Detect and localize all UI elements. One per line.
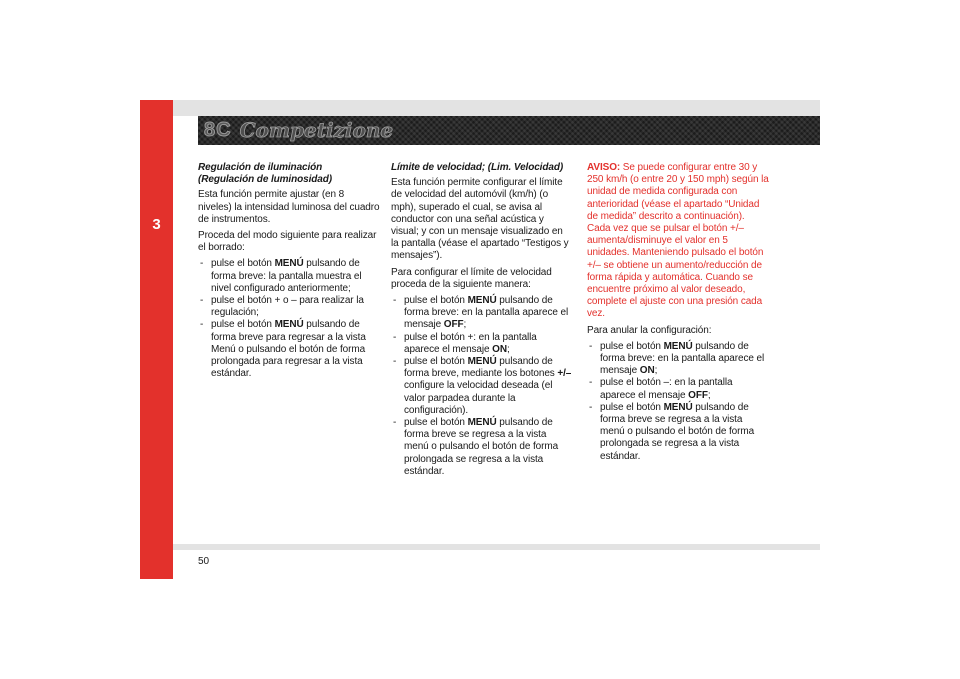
list-item: - pulse el botón MENÚ pulsando de forma breve: en la pantalla aparece el mensaje OFF; [393,295,569,331]
steps-list [198,258,380,380]
footer-rule [173,544,820,550]
column-speed-limit [391,162,573,482]
page-number: 50 [198,556,210,567]
section-title-lighting: Regulación de iluminación (Regulación de luminosidad) [198,162,332,186]
list-item: - pulse el botón MENÚ pulsando de forma breve: la pantalla muestra el nivel configurado anteriormente; [200,258,362,294]
paragraph: Para anular la configuración: [587,324,712,336]
chapter-tab [140,100,173,579]
steps-list [391,295,573,478]
list-item: - pulse el botón MENÚ pulsando de forma breve, mediante los botones +/– configure la velocidad deseada (el valor parpadea durante la configuración). [393,356,572,416]
warning-label: AVISO: [587,162,621,173]
list-item: - pulse el botón MENÚ pulsando de forma breve: en la pantalla aparece el mensaje ON; [589,340,765,377]
logo-8c: 8C [204,119,232,141]
logo-script: Competizione [239,118,394,142]
list-item: - pulse el botón –: en la pantalla aparece el mensaje OFF; [589,377,733,401]
header-rule [173,100,820,116]
paragraph: Para configurar el límite de velocidad proceda de la siguiente manera: [391,266,552,290]
column-lighting [198,162,380,384]
list-item: - pulse el botón MENÚ pulsando de forma breve para regresar a la vista Menú o pulsando el botón de forma prolongada para regresar a la vista estándar. [200,319,366,380]
paragraph: Esta función permite ajustar (en 8 niveles) la intensidad luminosa del cuadro de instrumentos. [198,189,380,225]
list-item: - pulse el botón MENÚ pulsando de forma breve se regresa a la vista menú o pulsando el botón de forma prolongada se regresa a la vista estándar. [393,417,559,477]
list-item: - pulse el botón + o – para realizar la regulación; [200,295,364,319]
steps-list [587,341,769,463]
list-item: - pulse el botón MENÚ pulsando de forma breve se regresa a la vista menú o pulsando el botón de forma prolongada se regresa a la vista estándar. [589,401,755,462]
column-aviso [587,162,769,467]
section-title-speed-limit: Límite de velocidad; (Lim. Velocidad) [391,162,564,173]
warning-note: AVISO: Se puede configurar entre 30 y 250 km/h (o entre 20 y 150 mph) según la unidad de medida configurada con anterioridad (véase el apartado “Unidad de medida” descrito a continuación). Cada vez que se pulsar el botón +/– aumenta/disminuye el valor en 5 unidades. Manteniendo pulsado el botón +/– se obtiene un aumento/reducción de forma rápida y automática. Cuando se encuentre próximo al valor deseado, complete el ajuste con una presión cada vez. [587,162,769,320]
header-banner [198,116,820,145]
paragraph: Esta función permite configurar el límite de velocidad del automóvil (km/h) (o mph), superado el cual, se avisa al conductor con una señal acústica y visual; y con un mensaje visualizado en la pantalla (véase el apartado “Testigos y mensajes”). [391,177,569,262]
list-item: - pulse el botón +: en la pantalla aparece el mensaje ON; [393,331,537,355]
chapter-number: 3 [152,216,161,233]
paragraph: Proceda del modo siguiente para realizar el borrado: [198,230,377,254]
brand-logo [204,118,394,142]
